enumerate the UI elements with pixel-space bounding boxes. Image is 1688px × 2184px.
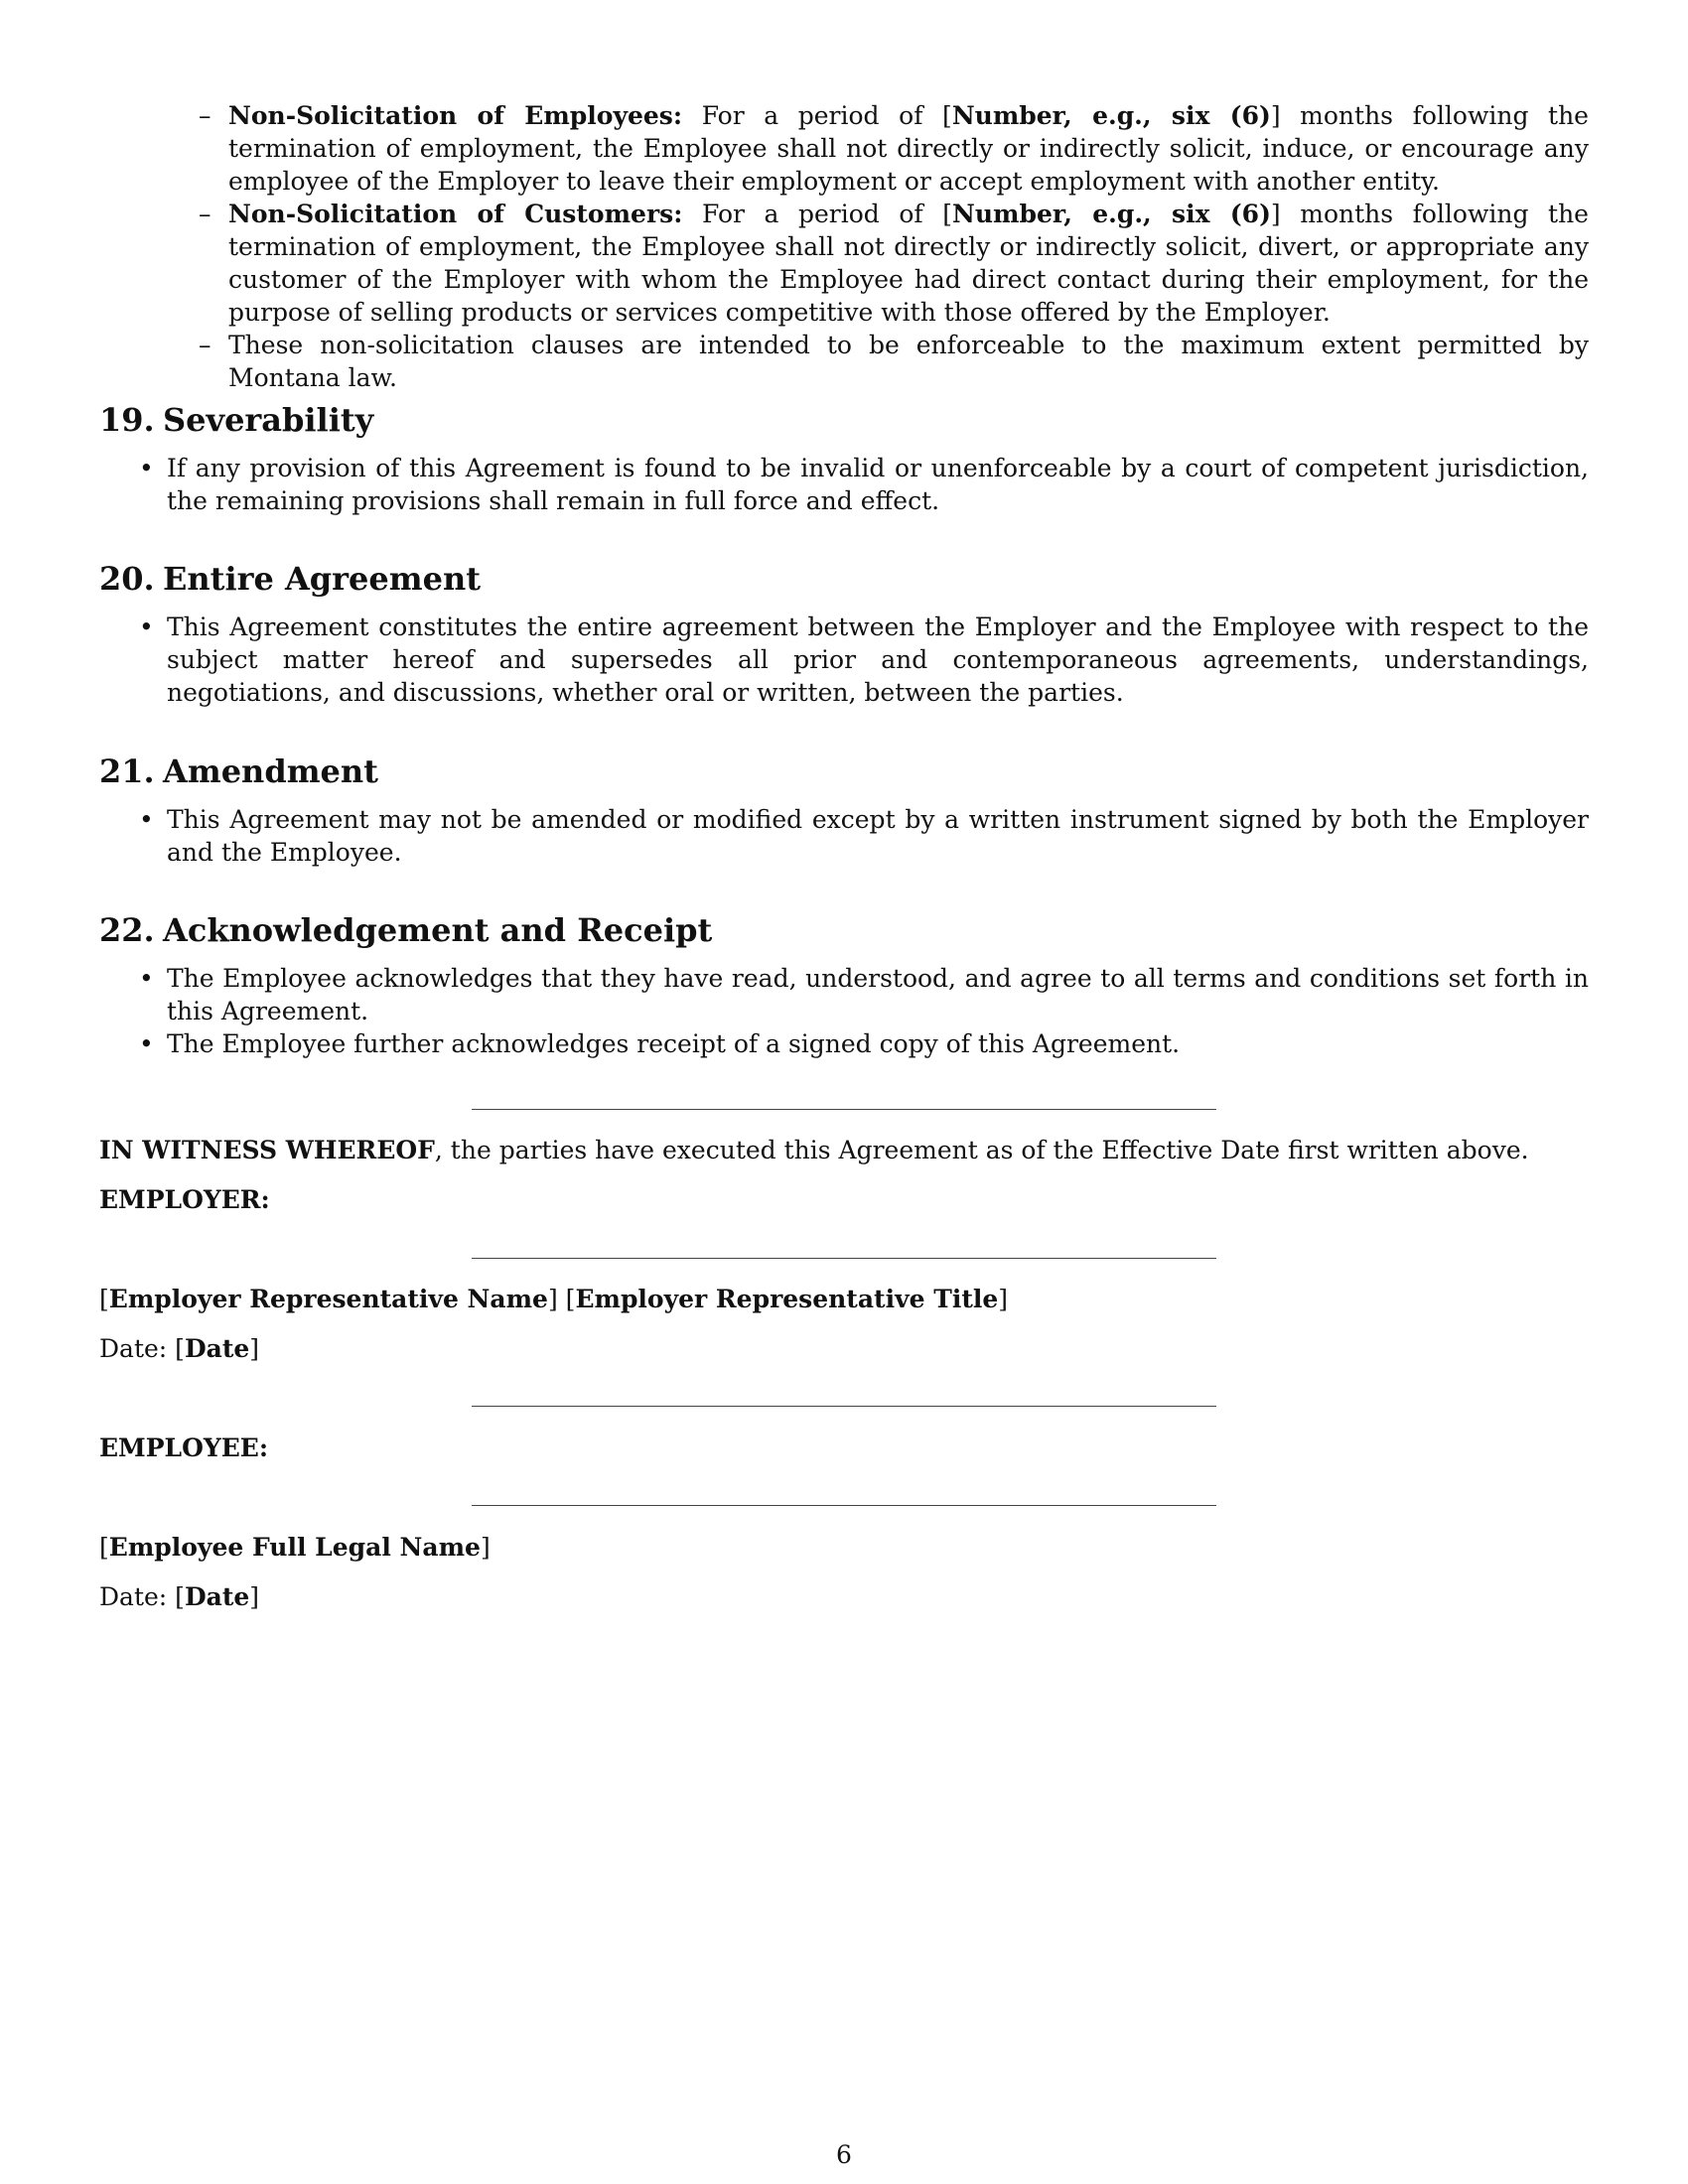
- section-heading: 21. Amendment: [99, 752, 378, 790]
- dash-marker: –: [199, 101, 211, 130]
- separator-rule: [472, 1406, 1216, 1407]
- clause-text: For a period of: [701, 101, 943, 130]
- employer-rep-name: Employer Representative Name: [108, 1285, 548, 1313]
- section-heading: 22. Acknowledgement and Receipt: [99, 911, 713, 949]
- clause-text: These non-solicitation clauses are intended to be enforceable to the maximum extent permitted by Montana law.: [228, 331, 1589, 392]
- employee-name: [Employee Full Legal Name]: [99, 1533, 491, 1562]
- employer-signature-line: [472, 1258, 1216, 1259]
- employer-representative: [Employer Representative Name] [Employer Representative Title]: [99, 1285, 1009, 1313]
- page-number: 6: [836, 2140, 852, 2169]
- list-item: • If any provision of this Agreement is found to be invalid or unenforceable by a court of competent jurisdiction, the remaining provisions shall remain in full force and effect.: [139, 454, 1589, 515]
- section-heading: 20. Entire Agreement: [99, 560, 481, 598]
- list-item: • This Agreement may not be amended or modified except by a written instrument signed by both the Employer and the Employee.: [139, 805, 1589, 867]
- clause-label: Non-Solicitation of Customers:: [228, 200, 683, 228]
- clause-text: For a period of: [702, 200, 943, 228]
- separator-rule: [472, 1109, 1216, 1110]
- dash-marker: –: [199, 331, 211, 359]
- placeholder-field: Number, e.g., six (6): [952, 200, 1271, 228]
- section-amendment: [99, 751, 1589, 869]
- employer-date: Date: [Date]: [99, 1334, 260, 1363]
- section-entire-agreement: [99, 559, 1589, 709]
- clause-item: – Non-Solicitation of Employees: For a period of [Number, e.g., six (6)] months following the termination of employment, the Employee shall not directly or indirectly solicit, induce, or encourage any employee of the Employer to leave their employment or accept employment with another entity.: [199, 101, 1589, 196]
- section-heading: 19. Severability: [99, 401, 374, 439]
- clause-item: [199, 329, 1589, 394]
- witness-statement: IN WITNESS WHEREOF, the parties have executed this Agreement as of the Effective Date first written above.: [99, 1136, 1529, 1164]
- clause-text: months following the termination of employment, the Employee shall not directly or indirectly solicit, induce, or encourage any employee of the Employer to leave their employment or accept employment with another entity.: [228, 101, 1589, 196]
- clause-label: Non-Solicitation of Employees:: [228, 101, 683, 130]
- employee-signature-line: [472, 1505, 1216, 1506]
- list-item: • The Employee further acknowledges receipt of a signed copy of this Agreement.: [139, 1029, 1181, 1058]
- employer-heading: EMPLOYER:: [99, 1185, 270, 1214]
- non-solicitation-clauses: [199, 99, 1589, 394]
- clause-item: – Non-Solicitation of Customers: For a period of [Number, e.g., six (6)] months following the termination of employment, the Employee shall not directly or indirectly solicit, divert, or appropriate any customer of the Employer with whom the Employee had direct contact during their employment, for the purpose of selling products or services competitive with those offered by the Employer.: [199, 200, 1589, 327]
- clause-text: months following the termination of employment, the Employee shall not directly or indirectly solicit, divert, or appropriate any customer of the Employer with whom the Employee had direct contact during their employment, for the purpose of selling products or services competitive with those offered by the Employer.: [228, 200, 1589, 327]
- placeholder-field: Number, e.g., six (6): [951, 101, 1271, 130]
- employee-date: Date: [Date]: [99, 1582, 260, 1611]
- employer-rep-title: Employer Representative Title: [575, 1285, 999, 1313]
- section-severability: [99, 400, 1589, 517]
- list-item: • This Agreement constitutes the entire agreement between the Employer and the Employee with respect to the subject matter hereof and supersedes all prior and contemporaneous agreements, understandings, negotiations, and discussions, whether oral or written, between the parties.: [139, 613, 1589, 707]
- employee-heading: EMPLOYEE:: [99, 1433, 269, 1462]
- section-acknowledgement: [99, 910, 1589, 1060]
- list-item: • The Employee acknowledges that they have read, understood, and agree to all terms and conditions set forth in this Agreement.: [139, 964, 1589, 1025]
- dash-marker: –: [199, 200, 211, 228]
